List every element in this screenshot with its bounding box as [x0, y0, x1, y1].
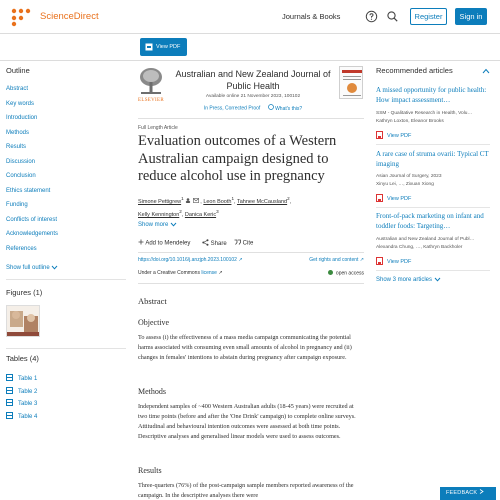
add-to-mendeley-label: Add to Mendeley — [145, 240, 191, 247]
author-affiliation: 2 — [287, 196, 290, 201]
license-link[interactable]: license — [201, 270, 217, 276]
abstract-heading: Abstract — [138, 296, 167, 306]
view-pdf-button[interactable] — [140, 38, 187, 56]
pdf-icon — [376, 194, 383, 202]
divider — [376, 144, 490, 145]
sciencedirect-logo-icon[interactable] — [10, 7, 32, 27]
left-divider — [6, 279, 126, 280]
recommended-view-pdf[interactable] — [376, 131, 411, 139]
divider — [376, 270, 490, 271]
pdf-icon — [145, 43, 153, 51]
cite-button[interactable] — [234, 239, 253, 247]
journal-cover-image — [340, 67, 363, 99]
outline-item-references[interactable]: References — [6, 245, 37, 252]
right-sidebar — [376, 66, 492, 284]
table-icon — [6, 412, 13, 419]
feedback-button[interactable] — [440, 487, 496, 500]
article-type: Full Length Article — [138, 125, 178, 131]
left-divider — [6, 348, 126, 349]
email-icon[interactable] — [193, 198, 199, 203]
journals-books-link[interactable]: Journals & Books — [282, 12, 341, 21]
rights-link[interactable] — [309, 257, 364, 263]
chevron-down-icon — [434, 277, 441, 282]
outline-item-introduction[interactable]: Introduction — [6, 115, 38, 121]
external-link-icon: ↗ — [238, 257, 243, 263]
table-icon — [6, 399, 13, 406]
outline-item-abstract[interactable]: Abstract — [6, 86, 29, 92]
recommended-title: Recommended articles — [376, 66, 453, 75]
external-link-icon: ↗ — [218, 270, 223, 276]
figures-title: Figures (1) — [6, 288, 43, 297]
open-access-badge — [328, 270, 364, 277]
in-press-line — [168, 104, 338, 112]
journal-title[interactable]: Australian and New Zealand Journal of Public Health — [175, 69, 331, 91]
article-toolbar — [0, 34, 500, 61]
outline-item-results[interactable]: Results — [6, 144, 27, 150]
elsevier-tree-logo[interactable] — [138, 66, 164, 96]
recommended-article-authors: Xinyu Lei, …, Zixuan Xiong — [376, 182, 434, 187]
author-name[interactable]: Simone Pettigrew — [138, 198, 182, 205]
view-pdf-label: View PDF — [156, 44, 181, 50]
outline-item-conclusion[interactable]: Conclusion — [6, 173, 36, 179]
author-name[interactable]: Leon Booth — [203, 198, 232, 205]
register-button[interactable]: Register — [410, 8, 447, 25]
left-sidebar — [6, 66, 126, 420]
license-line — [138, 270, 223, 276]
table-link-1[interactable] — [6, 374, 37, 382]
author-name[interactable]: Tahnee McCausland — [236, 198, 288, 205]
figure-thumbnail[interactable] — [6, 305, 40, 337]
author-name[interactable]: Danica Keric — [184, 211, 217, 218]
feedback-label: FEEDBACK — [446, 490, 478, 496]
in-press-link[interactable]: In Press, Corrected Proof — [203, 105, 261, 112]
table-icon — [6, 387, 13, 394]
author-affiliation: 3 — [216, 208, 219, 214]
show-more-label: Show more — [138, 222, 169, 229]
author-line-1: Simone Pettigrew$^1$ , Leon Booth$^1$, Tahnee McCausland$^2$, — [138, 196, 292, 205]
outline-item-funding[interactable]: Funding — [6, 202, 28, 208]
whats-this-link[interactable] — [268, 106, 302, 112]
results-text: Three-quarters (76%) of the post-campaign sample members reported awareness of the campaign. In the descriptive analyses there were — [138, 482, 354, 499]
recommended-article-source: SSM - Qualitative Research in Health, Volu… — [376, 111, 473, 116]
external-link-icon: ↗ — [359, 257, 364, 263]
open-access-label: open access — [335, 270, 364, 277]
table-link-4[interactable] — [6, 412, 37, 420]
recommended-view-pdf[interactable] — [376, 257, 411, 265]
table-icon — [6, 374, 13, 381]
table-label: Table 3 — [18, 401, 38, 407]
author-name[interactable]: Kelly Kennington — [138, 211, 180, 218]
divider — [138, 118, 364, 119]
view-pdf-label: View PDF — [387, 259, 412, 265]
share-icon — [202, 239, 209, 246]
person-icon — [185, 198, 191, 203]
author-list — [138, 194, 364, 220]
top-header — [0, 0, 500, 34]
share-label: Share — [210, 241, 227, 247]
search-icon[interactable] — [386, 10, 399, 23]
show-more-articles-label: Show 3 more articles — [376, 277, 433, 284]
objective-heading: Objective — [138, 318, 170, 327]
outline-item-conflicts[interactable]: Conflicts of interest — [6, 216, 58, 223]
author-affiliation: 1 — [181, 196, 184, 201]
view-pdf-label: View PDF — [387, 133, 412, 139]
divider — [138, 252, 364, 253]
show-full-outline-label: Show full outline — [6, 265, 50, 272]
results-heading: Results — [138, 466, 162, 475]
show-more-articles-link[interactable] — [376, 277, 441, 283]
table-link-2[interactable] — [6, 387, 37, 395]
show-full-outline-link[interactable] — [6, 265, 58, 271]
rights-text: Get rights and content — [309, 257, 359, 263]
objective-text: To assess (i) the effectiveness of a mass media campaign communicating the potential harms associated with consuming even small amounts of alcohol in pregnancy and (ii) changes in females' intentions to abstain during pregnancy after campaign exposure. — [138, 334, 352, 361]
pdf-icon — [376, 131, 383, 139]
table-link-3[interactable] — [6, 399, 37, 407]
recommended-article-authors: Alexandra Chung, …, Kathryn Backholer — [376, 245, 463, 250]
license-prefix: Under a Creative Commons — [138, 270, 200, 276]
chevron-right-icon — [479, 489, 485, 494]
add-to-mendeley-button[interactable] — [138, 239, 190, 247]
recommended-article-title[interactable]: A missed opportunity for public health: How impact assessment… — [376, 86, 487, 104]
view-pdf-label: View PDF — [387, 196, 412, 202]
methods-text: Independent samples of ~400 Western Australian adults (18-45 years) were recruited at two time points (before and after the 'One Drink' campaign) to complete online surveys. Attitudinal and behavioural intention outcomes were assessed at both time points. Descriptive analyses and generalised linear models were used to assess outcomes. — [138, 403, 356, 440]
divider — [376, 207, 490, 208]
site-name[interactable]: ScienceDirect — [40, 11, 99, 22]
author-line-2: Kelly Kennington$^2$, Danica Keric$^3$ — [138, 208, 219, 218]
methods-heading: Methods — [138, 387, 166, 396]
quote-icon — [234, 239, 241, 245]
journal-cover[interactable] — [339, 66, 363, 99]
pdf-icon — [376, 257, 383, 265]
outline-item-ethics[interactable]: Ethics statement — [6, 187, 51, 194]
recommended-article-authors: Kathryn Loxton, Eleanor Brooks — [376, 119, 444, 124]
recommended-view-pdf[interactable] — [376, 194, 411, 202]
chevron-down-icon — [170, 222, 177, 227]
plus-icon — [138, 239, 144, 245]
outline-title: Outline — [6, 66, 30, 75]
divider — [138, 283, 364, 284]
help-icon — [268, 104, 274, 110]
table-label: Table 4 — [18, 413, 38, 420]
table-label: Table 2 — [18, 388, 38, 395]
cite-label: Cite — [242, 240, 254, 247]
table-label: Table 1 — [18, 376, 38, 382]
chevron-down-icon — [51, 265, 58, 270]
doi-link[interactable] — [138, 257, 243, 263]
recommended-article-source: Asian Journal of Surgery, 2023 — [376, 174, 442, 179]
author-affiliation: 1 — [231, 196, 234, 201]
share-button[interactable] — [202, 239, 227, 247]
chevron-up-icon[interactable] — [482, 68, 490, 74]
recommended-article-source: Australian and New Zealand Journal of Publ… — [376, 237, 475, 242]
doi-text: https://doi.org/10.1016/j.anzjph.2023.100102 — [138, 257, 237, 263]
recommended-article-title[interactable]: A rare case of struma ovarii: Typical CT imaging — [376, 150, 489, 168]
help-icon[interactable] — [365, 10, 378, 23]
publisher-name: ELSEVIER — [138, 98, 165, 103]
outline-item-discussion[interactable]: Discussion — [6, 158, 36, 165]
figure-image — [7, 306, 40, 337]
tables-title: Tables (4) — [6, 354, 39, 363]
recommended-article-title[interactable]: Front-of-pack marketing on infant and toddler foods: Targeting… — [376, 212, 484, 230]
open-access-icon — [328, 270, 333, 275]
outline-item-acknowledgements[interactable]: Acknowledgements — [6, 231, 59, 237]
show-more-authors[interactable] — [138, 222, 177, 228]
outline-item-methods[interactable]: Methods — [6, 129, 30, 136]
article-title: Evaluation outcomes of a Western Australian campaign designed to reduce alcohol use in pregnancy — [138, 133, 337, 184]
author-affiliation: 2 — [179, 208, 182, 214]
outline-item-keywords[interactable]: Key words — [6, 100, 35, 107]
whats-this-label: What's this? — [275, 105, 303, 112]
availability-date: Available online 21 November 2023, 100102 — [205, 94, 301, 99]
sign-in-button[interactable]: Sign in — [455, 8, 487, 25]
